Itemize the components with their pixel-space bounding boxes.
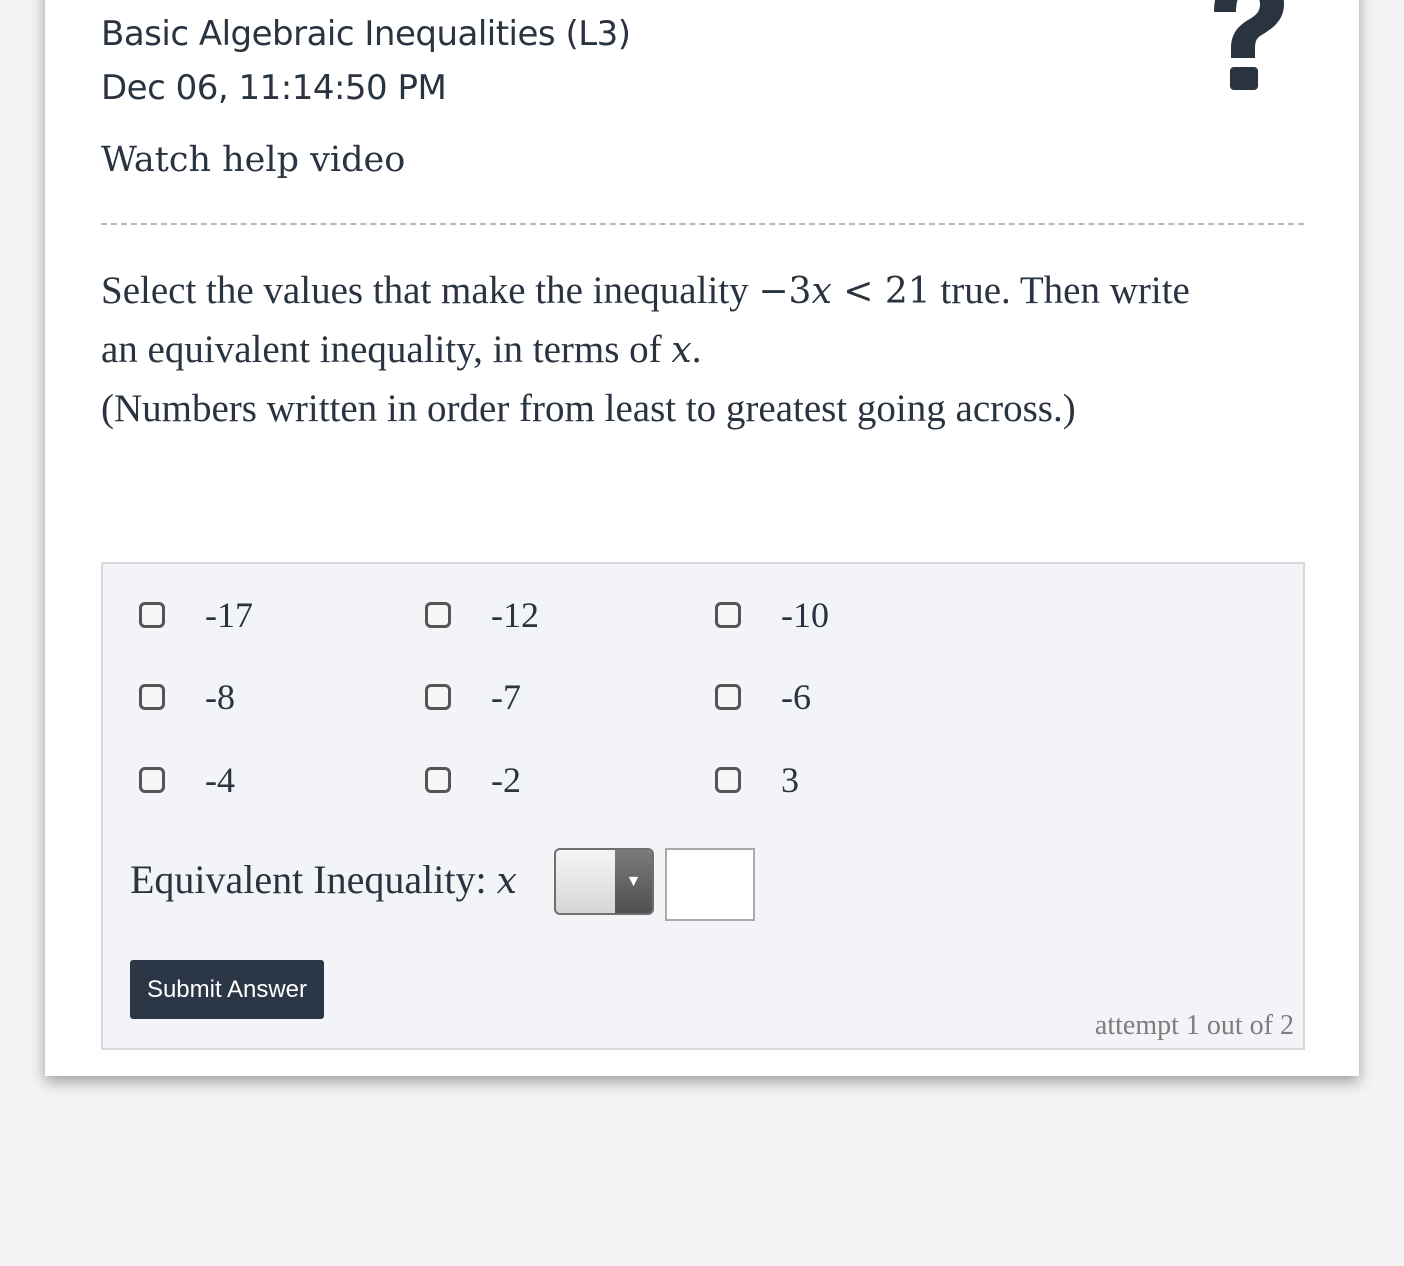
submit-answer-button[interactable]: Submit Answer (130, 960, 324, 1019)
option-item[interactable] (139, 759, 235, 801)
option-item[interactable] (715, 759, 799, 801)
math-variable: x (811, 271, 832, 312)
option-label: -17 (205, 595, 253, 635)
option-label: -10 (781, 595, 829, 635)
checkbox[interactable] (425, 602, 451, 628)
checkbox[interactable] (425, 767, 451, 793)
checkbox[interactable] (715, 684, 741, 710)
checkbox[interactable] (425, 684, 451, 710)
timestamp: Dec 06, 11:14:50 PM (101, 68, 447, 108)
option-label: -6 (781, 677, 811, 717)
checkbox[interactable] (715, 602, 741, 628)
option-label: -12 (491, 595, 539, 635)
option-label: -7 (491, 677, 521, 717)
option-item[interactable] (425, 676, 521, 718)
math-variable: x (671, 330, 692, 371)
checkbox[interactable] (139, 602, 165, 628)
watch-help-video-link[interactable]: Watch help video (101, 140, 406, 180)
math-relation: < (831, 271, 885, 312)
attempt-counter: attempt 1 out of 2 (1094, 1010, 1294, 1041)
checkbox[interactable] (139, 767, 165, 793)
question-text-part: . (691, 328, 702, 371)
math-constant: 21 (884, 271, 931, 312)
equivalent-label-text: Equivalent Inequality: (130, 857, 497, 902)
question-text-part: Select the values that make the inequality (101, 269, 759, 312)
option-item[interactable] (425, 759, 521, 801)
option-label: 3 (781, 760, 799, 800)
equivalent-inequality-label (130, 856, 517, 903)
option-label: -2 (491, 760, 521, 800)
math-coefficient: −3 (758, 271, 812, 312)
option-item[interactable] (425, 594, 539, 636)
answer-value-input[interactable] (665, 848, 755, 921)
question-text (101, 262, 1311, 438)
section-divider (101, 223, 1304, 225)
option-item[interactable] (715, 676, 811, 718)
question-text-part: true. Then write (930, 269, 1190, 312)
option-item[interactable] (139, 676, 235, 718)
option-item[interactable] (139, 594, 253, 636)
question-text-part: an equivalent inequality, in terms of (101, 328, 672, 371)
inequality-sign-select[interactable] (554, 848, 654, 915)
option-label: -4 (205, 760, 235, 800)
assignment-title: Basic Algebraic Inequalities (L3) (101, 14, 631, 54)
chevron-down-icon[interactable]: ▼ (615, 850, 652, 913)
question-instruction: (Numbers written in order from least to greatest going across.) (101, 387, 1076, 430)
math-variable: x (496, 861, 517, 902)
checkbox[interactable] (139, 684, 165, 710)
question-mark-icon[interactable] (1200, 0, 1295, 95)
checkbox[interactable] (715, 767, 741, 793)
option-label: -8 (205, 677, 235, 717)
option-item[interactable] (715, 594, 829, 636)
